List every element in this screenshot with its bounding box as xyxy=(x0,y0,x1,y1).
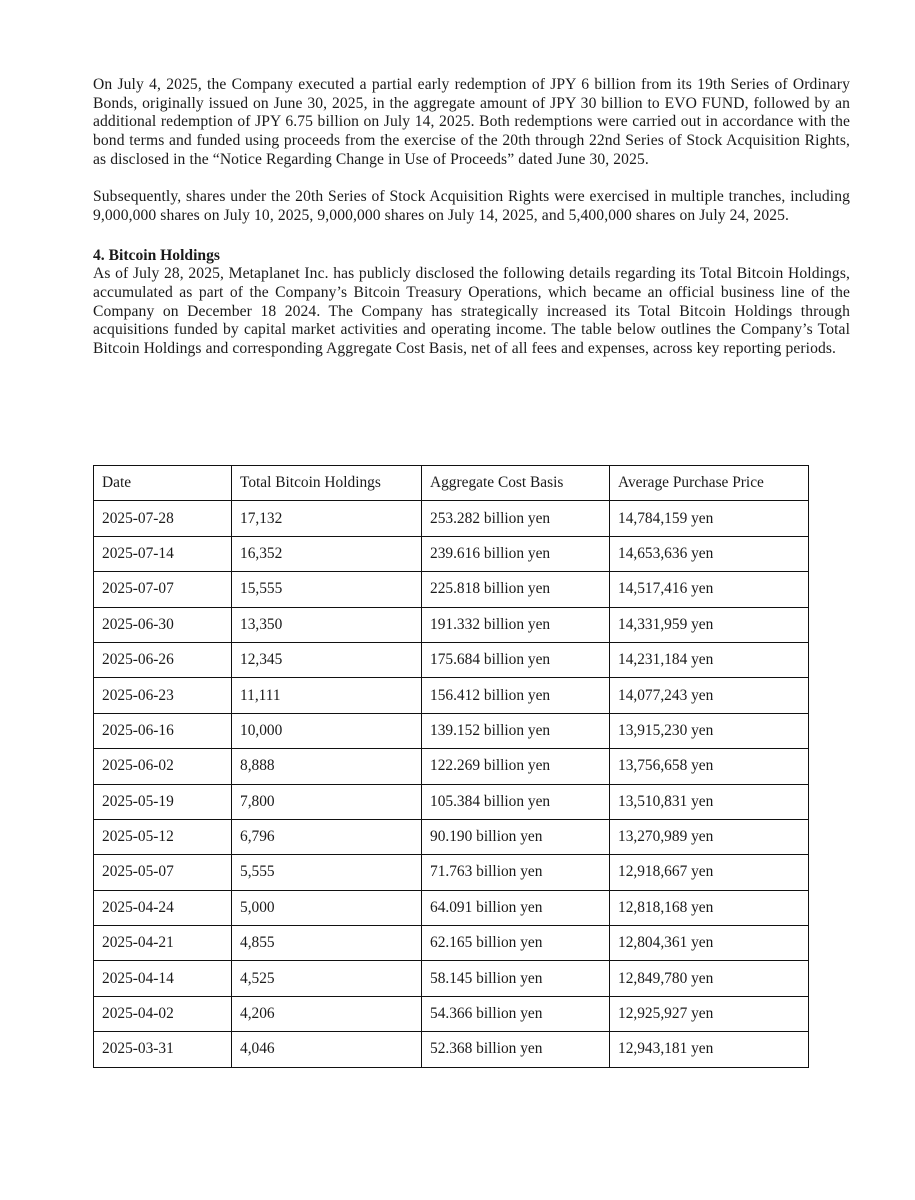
cell-date: 2025-06-02 xyxy=(94,749,232,784)
cell-aggregate-cost: 191.332 billion yen xyxy=(422,607,610,642)
bitcoin-holdings-table xyxy=(93,465,809,1068)
table-row xyxy=(94,678,809,713)
bond-redemption-paragraph: On July 4, 2025, the Company executed a partial early redemption of JPY 6 billion from its 19th Series of Ordinary Bonds, originally issued on June 30, 2025, in the aggregate amount of JPY 30 billion to EVO FUND, followed by an additional redemption of JPY 6.75 billion on July 14, 2025. Both redemptions were carried out in accordance with the bond terms and funded using proceeds from the exercise of the 20th through 22nd Series of Stock Acquisition Rights, as disclosed in the “Notice Regarding Change in Use of Proceeds” dated June 30, 2025. xyxy=(93,76,850,168)
table-header-row xyxy=(94,466,809,501)
cell-date: 2025-06-30 xyxy=(94,607,232,642)
cell-total-holdings: 5,555 xyxy=(232,855,422,890)
table-row xyxy=(94,961,809,996)
cell-total-holdings: 16,352 xyxy=(232,536,422,571)
cell-date: 2025-05-07 xyxy=(94,855,232,890)
header-aggregate-cost: Aggregate Cost Basis xyxy=(422,466,610,501)
cell-total-holdings: 15,555 xyxy=(232,572,422,607)
cell-date: 2025-05-12 xyxy=(94,819,232,854)
table-row xyxy=(94,819,809,854)
cell-total-holdings: 11,111 xyxy=(232,678,422,713)
cell-total-holdings: 12,345 xyxy=(232,642,422,677)
table-row xyxy=(94,890,809,925)
cell-date: 2025-04-14 xyxy=(94,961,232,996)
cell-date: 2025-04-21 xyxy=(94,926,232,961)
cell-date: 2025-07-07 xyxy=(94,572,232,607)
cell-aggregate-cost: 239.616 billion yen xyxy=(422,536,610,571)
cell-aggregate-cost: 52.368 billion yen xyxy=(422,1032,610,1067)
cell-average-price: 14,784,159 yen xyxy=(610,501,809,536)
cell-date: 2025-04-24 xyxy=(94,890,232,925)
cell-aggregate-cost: 64.091 billion yen xyxy=(422,890,610,925)
cell-total-holdings: 4,206 xyxy=(232,996,422,1031)
cell-average-price: 12,925,927 yen xyxy=(610,996,809,1031)
cell-average-price: 12,849,780 yen xyxy=(610,961,809,996)
cell-total-holdings: 17,132 xyxy=(232,501,422,536)
cell-average-price: 13,915,230 yen xyxy=(610,713,809,748)
cell-aggregate-cost: 225.818 billion yen xyxy=(422,572,610,607)
cell-total-holdings: 13,350 xyxy=(232,607,422,642)
cell-date: 2025-03-31 xyxy=(94,1032,232,1067)
header-date: Date xyxy=(94,466,232,501)
table-row xyxy=(94,713,809,748)
table-row xyxy=(94,607,809,642)
header-average-price: Average Purchase Price xyxy=(610,466,809,501)
cell-date: 2025-07-14 xyxy=(94,536,232,571)
cell-aggregate-cost: 62.165 billion yen xyxy=(422,926,610,961)
cell-aggregate-cost: 54.366 billion yen xyxy=(422,996,610,1031)
cell-average-price: 12,943,181 yen xyxy=(610,1032,809,1067)
cell-aggregate-cost: 253.282 billion yen xyxy=(422,501,610,536)
cell-aggregate-cost: 122.269 billion yen xyxy=(422,749,610,784)
header-total-holdings: Total Bitcoin Holdings xyxy=(232,466,422,501)
section-body-paragraph: As of July 28, 2025, Metaplanet Inc. has publicly disclosed the following details regarding its Total Bitcoin Holdings, accumulated as part of the Company’s Bitcoin Treasury Operations, which became an official business line of the Company on December 18 2024. The Company has strategically increased its Total Bitcoin Holdings through acquisitions funded by capital market activities and operating income. The table below outlines the Company’s Total Bitcoin Holdings and corresponding Aggregate Cost Basis, net of all fees and expenses, across key reporting periods. xyxy=(93,265,850,358)
cell-average-price: 13,270,989 yen xyxy=(610,819,809,854)
cell-date: 2025-06-26 xyxy=(94,642,232,677)
cell-total-holdings: 4,525 xyxy=(232,961,422,996)
cell-average-price: 14,331,959 yen xyxy=(610,607,809,642)
table-row xyxy=(94,784,809,819)
table-row xyxy=(94,572,809,607)
cell-date: 2025-04-02 xyxy=(94,996,232,1031)
table-row xyxy=(94,642,809,677)
cell-aggregate-cost: 58.145 billion yen xyxy=(422,961,610,996)
cell-aggregate-cost: 156.412 billion yen xyxy=(422,678,610,713)
cell-date: 2025-05-19 xyxy=(94,784,232,819)
table-row xyxy=(94,536,809,571)
cell-average-price: 13,510,831 yen xyxy=(610,784,809,819)
cell-average-price: 13,756,658 yen xyxy=(610,749,809,784)
cell-total-holdings: 6,796 xyxy=(232,819,422,854)
document-page xyxy=(93,76,850,359)
cell-total-holdings: 7,800 xyxy=(232,784,422,819)
cell-date: 2025-06-23 xyxy=(94,678,232,713)
cell-total-holdings: 8,888 xyxy=(232,749,422,784)
cell-aggregate-cost: 105.384 billion yen xyxy=(422,784,610,819)
cell-total-holdings: 5,000 xyxy=(232,890,422,925)
table-row xyxy=(94,1032,809,1067)
cell-average-price: 14,231,184 yen xyxy=(610,642,809,677)
cell-total-holdings: 4,855 xyxy=(232,926,422,961)
cell-average-price: 12,804,361 yen xyxy=(610,926,809,961)
cell-total-holdings: 4,046 xyxy=(232,1032,422,1067)
stock-acquisition-paragraph: Subsequently, shares under the 20th Series of Stock Acquisition Rights were exercised in multiple tranches, including 9,000,000 shares on July 10, 2025, 9,000,000 shares on July 14, 2025, and 5,400,000 shares on July 24, 2025. xyxy=(93,188,850,224)
cell-date: 2025-07-28 xyxy=(94,501,232,536)
cell-date: 2025-06-16 xyxy=(94,713,232,748)
cell-aggregate-cost: 175.684 billion yen xyxy=(422,642,610,677)
cell-average-price: 14,077,243 yen xyxy=(610,678,809,713)
cell-average-price: 12,918,667 yen xyxy=(610,855,809,890)
cell-aggregate-cost: 71.763 billion yen xyxy=(422,855,610,890)
table-row xyxy=(94,996,809,1031)
table-row xyxy=(94,749,809,784)
cell-average-price: 12,818,168 yen xyxy=(610,890,809,925)
table-body xyxy=(94,501,809,1067)
section-heading: 4. Bitcoin Holdings xyxy=(93,246,220,264)
table-row xyxy=(94,926,809,961)
cell-aggregate-cost: 90.190 billion yen xyxy=(422,819,610,854)
cell-aggregate-cost: 139.152 billion yen xyxy=(422,713,610,748)
cell-average-price: 14,653,636 yen xyxy=(610,536,809,571)
table-row xyxy=(94,855,809,890)
table-row xyxy=(94,501,809,536)
cell-total-holdings: 10,000 xyxy=(232,713,422,748)
cell-average-price: 14,517,416 yen xyxy=(610,572,809,607)
